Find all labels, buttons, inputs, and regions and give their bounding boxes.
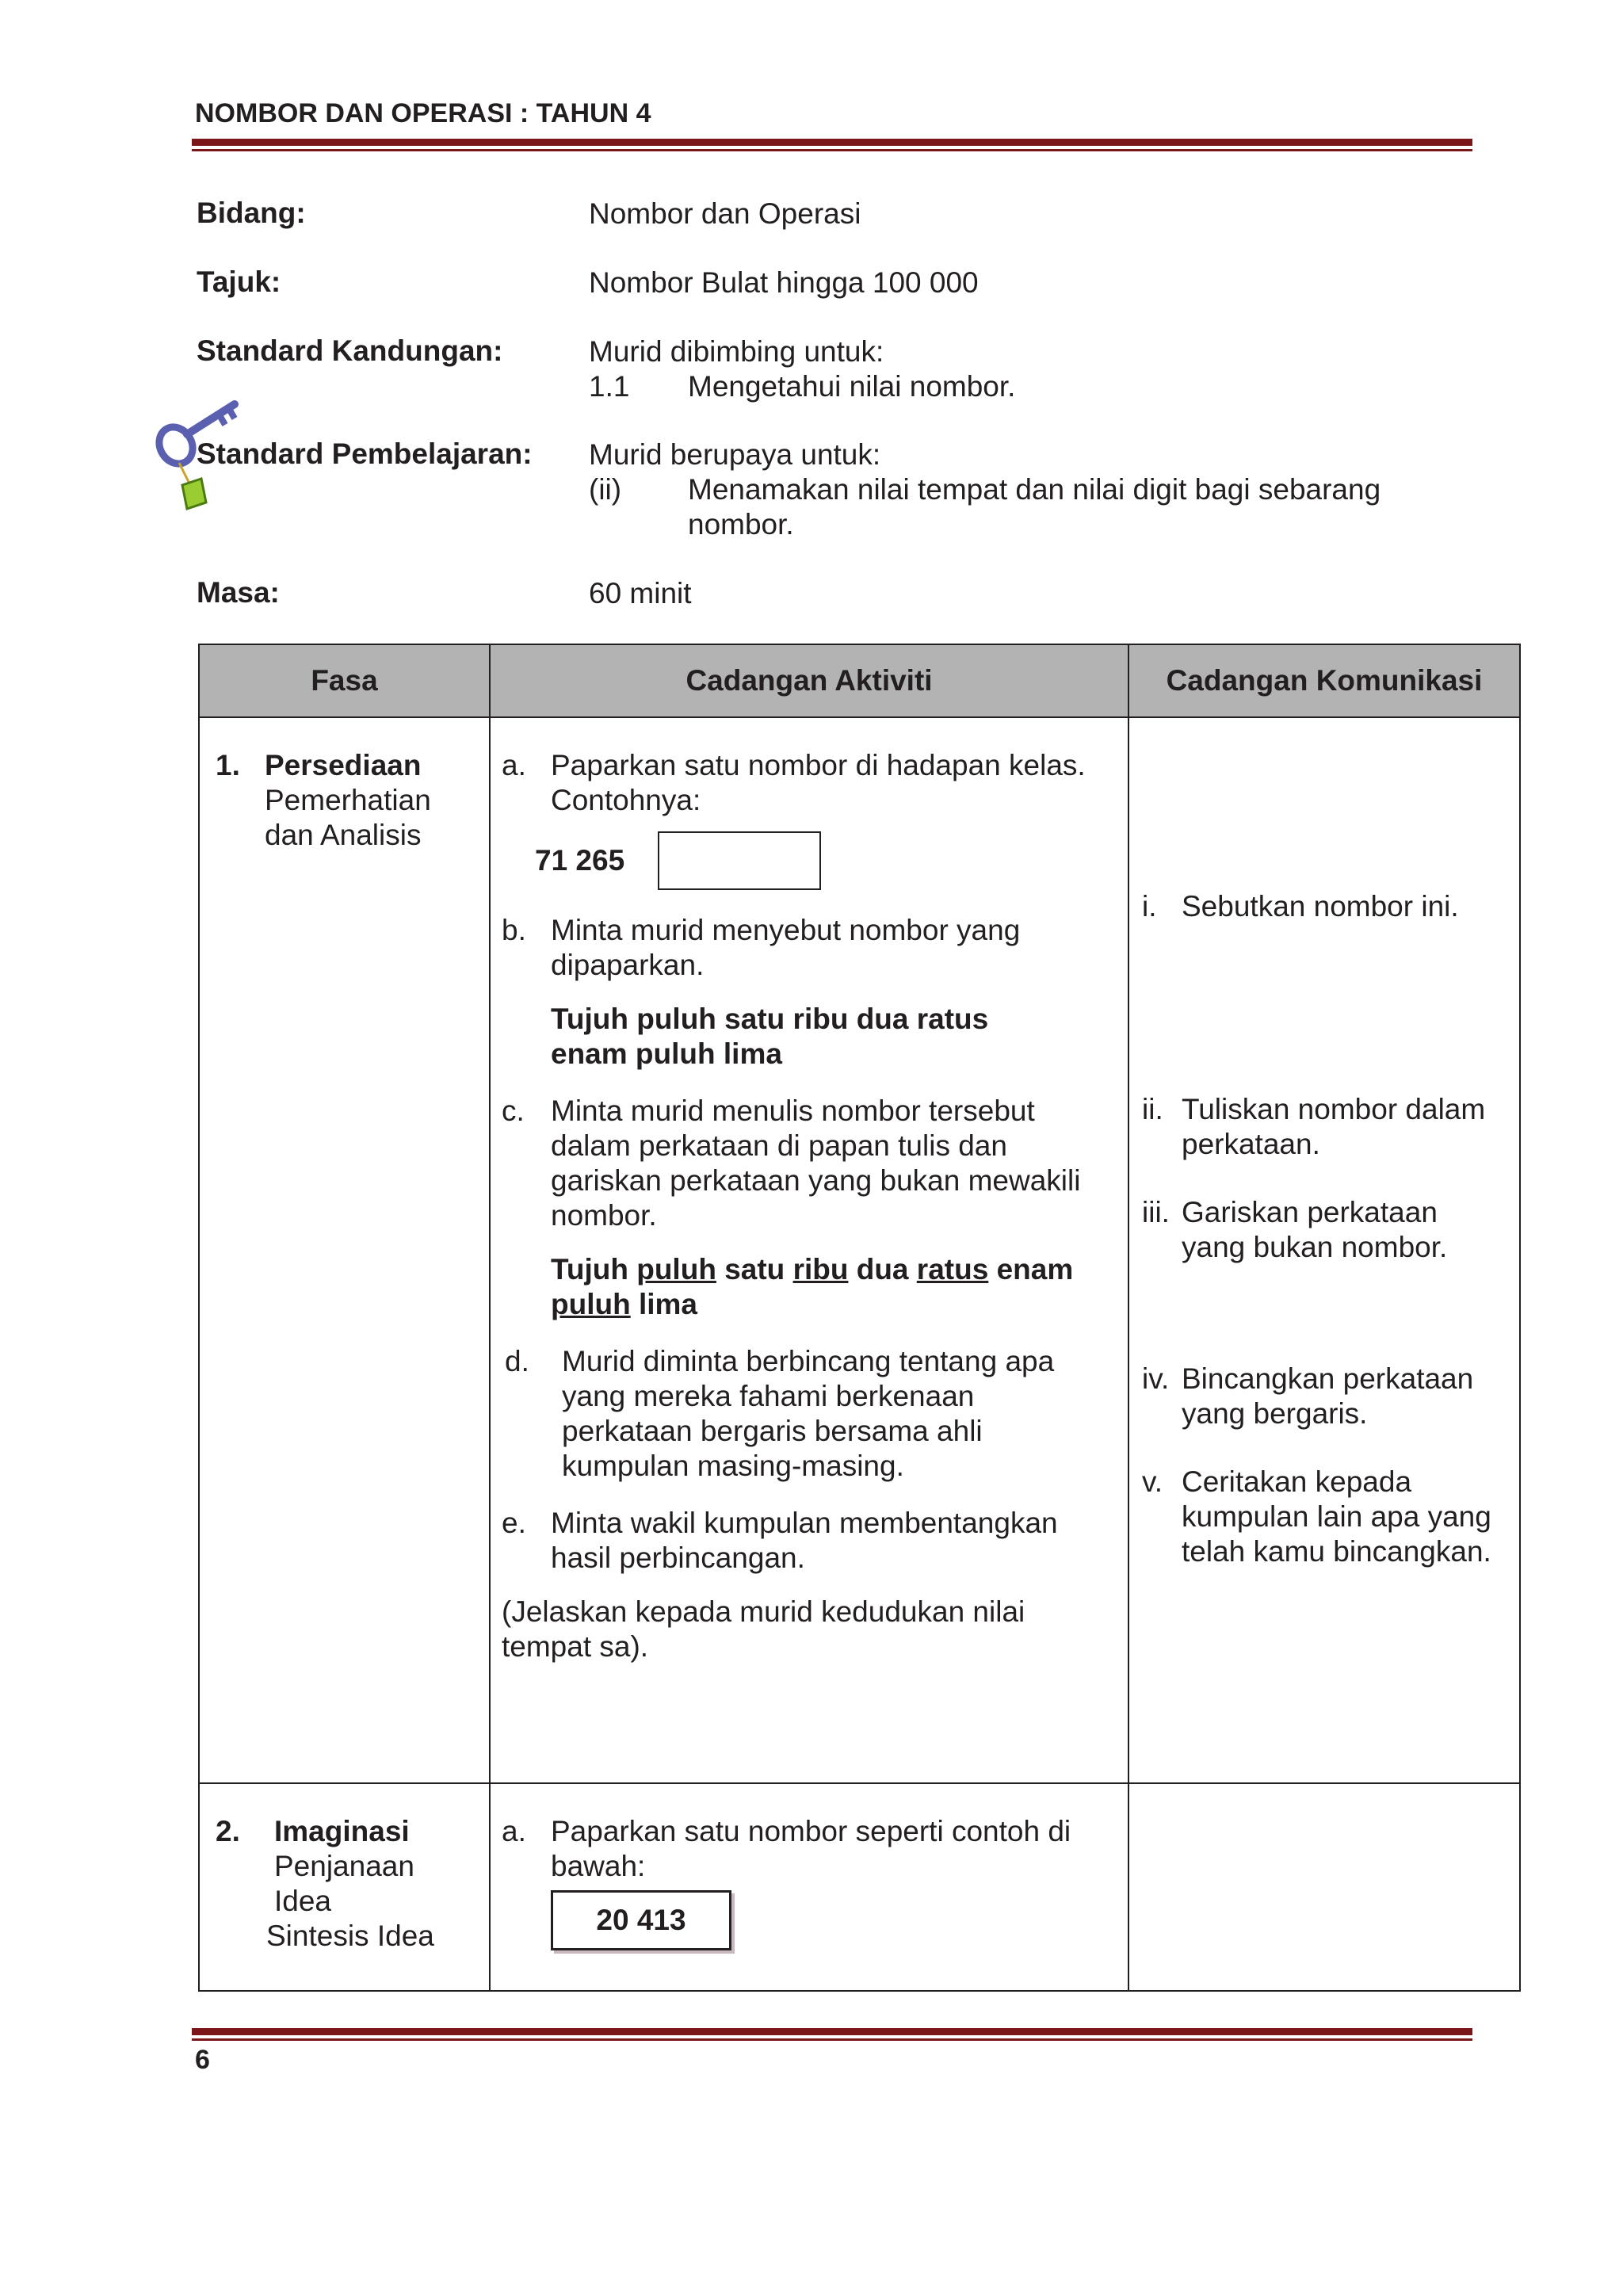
phase-1-sub-2: dan Analisis [265, 819, 422, 851]
kandungan-intro: Murid dibimbing untuk: [589, 335, 884, 368]
activity-b-line-1: Minta murid menyebut nombor yang [551, 914, 1021, 946]
phase-1-cell [199, 717, 490, 1783]
comm-iv-marker: iv. [1142, 1362, 1170, 1395]
activity-a-line-2: Contohnya: [551, 784, 701, 816]
footer-rule-thin [192, 2038, 1472, 2041]
activity-d-line-1: Murid diminta berbincang tentang apa [562, 1345, 1055, 1377]
comm-iv-line-1: Bincangkan perkataan [1182, 1362, 1474, 1395]
word-puluh-2-underlined: puluh [551, 1288, 631, 1320]
comm-v-line-1: Ceritakan kepada [1182, 1465, 1412, 1498]
activity-note-line-1: (Jelaskan kepada murid kedudukan nilai [502, 1595, 1025, 1628]
word-dua: dua [856, 1253, 909, 1286]
word-satu: satu [724, 1253, 785, 1286]
comm-iv [1142, 1362, 1511, 1431]
comm-iii-marker: iii. [1142, 1196, 1170, 1228]
table-row-phase-2 [199, 1783, 1520, 1991]
word-ribu-underlined: ribu [792, 1253, 849, 1286]
activity-e-marker: e. [502, 1507, 526, 1539]
header-rule-thick [192, 139, 1472, 146]
page-number: 6 [195, 2045, 210, 2075]
lesson-table [198, 644, 1521, 1992]
standard-kandungan-label: Standard Kandungan: [197, 334, 503, 367]
number-display-1: 71 265 [535, 844, 625, 877]
kandungan-text: Mengetahui nilai nombor. [688, 370, 1016, 403]
comm-ii [1142, 1092, 1511, 1162]
masa-label: Masa: [197, 576, 280, 609]
header-fasa: Fasa [199, 644, 490, 717]
activity-c [502, 1094, 1120, 1233]
word-lima: lima [638, 1288, 698, 1320]
activity-d-line-3: perkataan bergaris bersama ahli [562, 1415, 983, 1447]
kandungan-num: 1.1 [589, 370, 630, 403]
comm-ii-line-2: perkataan. [1182, 1128, 1320, 1160]
activity-b [502, 913, 1120, 983]
phase-2-sub-3: Sintesis Idea [266, 1920, 434, 1952]
header-cadangan-aktiviti: Cadangan Aktiviti [490, 644, 1128, 717]
kandungan-item [589, 369, 1015, 404]
phase-2-title [216, 1814, 489, 1849]
phase-1-activities [490, 717, 1128, 1783]
footer-rule-thick [192, 2028, 1472, 2035]
tajuk-label: Tajuk: [197, 266, 281, 298]
activity-e-line-2: hasil perbincangan. [551, 1541, 805, 1574]
standard-kandungan-value [589, 334, 1015, 404]
word-tujuh: Tujuh [551, 1253, 628, 1286]
activity-a [502, 748, 1120, 818]
pembelajaran-intro: Murid berupaya untuk: [589, 438, 881, 471]
pembelajaran-text-1: Menamakan nilai tempat dan nilai digit bagi sebarang [688, 473, 1381, 506]
bidang-label: Bidang: [197, 197, 306, 229]
comm-v [1142, 1465, 1511, 1569]
activity-e-line-1: Minta wakil kumpulan membentangkan [551, 1507, 1058, 1539]
activity-c-line-3: gariskan perkataan yang bukan mewakili [551, 1164, 1081, 1197]
comm-iii-line-1: Gariskan perkataan [1182, 1196, 1438, 1228]
number-in-words-1 [502, 1002, 1120, 1072]
activity-note [502, 1595, 1120, 1664]
standard-pembelajaran-value [589, 437, 1381, 542]
number-display-2: 20 413 [551, 1890, 731, 1950]
phase-1-num: 1. [216, 749, 240, 781]
comm-iv-line-2: yang bergaris. [1182, 1397, 1368, 1430]
number-in-words-underlined [502, 1252, 1120, 1322]
comm-v-line-2: kumpulan lain apa yang [1182, 1500, 1491, 1533]
comm-i-marker: i. [1142, 890, 1157, 923]
header-cadangan-komunikasi: Cadangan Komunikasi [1128, 644, 1520, 717]
header-rule-thin [192, 149, 1472, 151]
activity-b-line-2: dipaparkan. [551, 949, 705, 981]
phase-2-num: 2. [216, 1815, 240, 1847]
phase-2-title-text: Imaginasi [274, 1815, 410, 1847]
comm-iii-line-2: yang bukan nombor. [1182, 1231, 1448, 1263]
comm-ii-marker: ii. [1142, 1093, 1163, 1125]
page-header-title: NOMBOR DAN OPERASI : TAHUN 4 [195, 98, 651, 128]
number-in-words-1-line-2: enam puluh lima [551, 1037, 782, 1070]
phase-2-activities [490, 1783, 1128, 1991]
phase-1-sub-1: Pemerhatian [265, 784, 431, 816]
number-in-words-1-line-1: Tujuh puluh satu ribu dua ratus [551, 1003, 989, 1035]
activity-c-line-2: dalam perkataan di papan tulis dan [551, 1129, 1007, 1162]
phase-2-communication [1128, 1783, 1520, 1991]
activity-c-line-4: nombor. [551, 1199, 657, 1232]
activity-d-line-2: yang mereka fahami berkenaan [562, 1380, 975, 1412]
activity-d [502, 1344, 1120, 1484]
activity-a-marker: a. [502, 749, 526, 781]
phase-2-activity-a-line-2: bawah: [551, 1850, 646, 1882]
tajuk-value: Nombor Bulat hingga 100 000 [589, 266, 979, 299]
activity-d-marker: d. [505, 1345, 529, 1377]
phase-2-activity-a-line-1: Paparkan satu nombor seperti contoh di [551, 1815, 1071, 1847]
phase-2-activity-a [502, 1814, 1120, 1884]
word-enam: enam [996, 1253, 1074, 1286]
activity-b-marker: b. [502, 914, 526, 946]
activity-c-marker: c. [502, 1095, 525, 1127]
phase-1-title [216, 748, 489, 783]
phase-2-sub-1: Penjanaan [274, 1850, 414, 1882]
table-header-row [199, 644, 1520, 717]
pembelajaran-item [589, 472, 1381, 507]
comm-i-line-1: Sebutkan nombor ini. [1182, 890, 1459, 923]
pembelajaran-text-2: nombor. [688, 508, 794, 541]
comm-ii-line-1: Tuliskan nombor dalam [1182, 1093, 1486, 1125]
masa-value: 60 minit [589, 577, 692, 609]
activity-d-line-4: kumpulan masing-masing. [562, 1450, 904, 1482]
phase-1-communication [1128, 717, 1520, 1783]
phase-2-activity-a-marker: a. [502, 1815, 526, 1847]
activity-c-line-1: Minta murid menulis nombor tersebut [551, 1095, 1035, 1127]
phase-2-sub-2: Idea [274, 1885, 332, 1917]
activity-a-line-1: Paparkan satu nombor di hadapan kelas. [551, 749, 1086, 781]
phase-2-cell [199, 1783, 490, 1991]
comm-iii [1142, 1195, 1511, 1265]
bidang-value: Nombor dan Operasi [589, 197, 861, 230]
word-ratus-underlined: ratus [916, 1253, 989, 1286]
empty-answer-box [658, 831, 821, 890]
word-puluh-underlined: puluh [636, 1253, 716, 1286]
number-display-row [535, 832, 1120, 889]
phase-1-title-text: Persediaan [265, 749, 422, 781]
activity-note-line-2: tempat sa). [502, 1630, 649, 1663]
comm-v-line-3: telah kamu bincangkan. [1182, 1535, 1491, 1568]
table-row-phase-1 [199, 717, 1520, 1783]
standard-pembelajaran-label: Standard Pembelajaran: [197, 437, 533, 470]
activity-e [502, 1506, 1120, 1576]
comm-i [1142, 889, 1511, 924]
comm-v-marker: v. [1142, 1465, 1163, 1498]
pembelajaran-num: (ii) [589, 473, 622, 506]
